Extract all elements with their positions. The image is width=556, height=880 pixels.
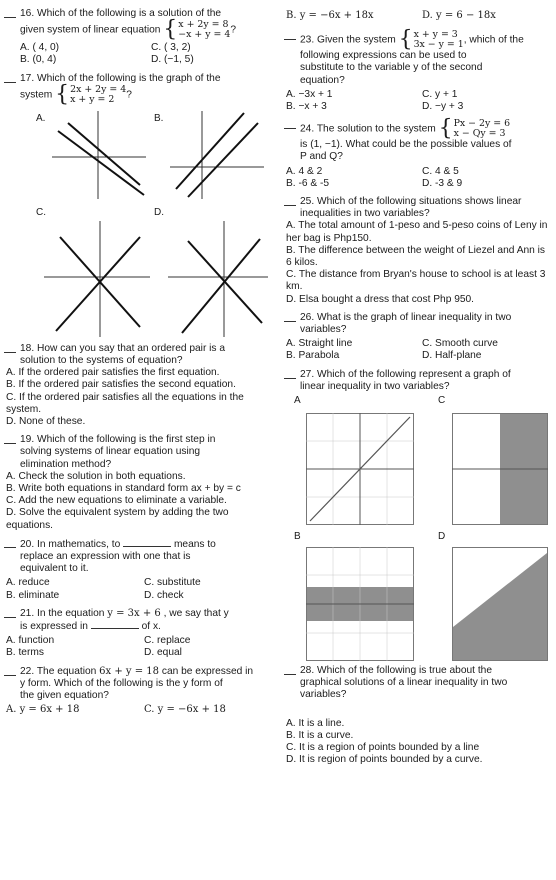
options xyxy=(6,704,276,716)
question-text: Which of the following situations shows linear xyxy=(317,196,522,208)
question-text: equivalent to it. xyxy=(20,563,89,575)
option-d[interactable]: D. y = 6 − 18x xyxy=(422,10,496,21)
answer-blank[interactable] xyxy=(4,547,16,548)
graph-b[interactable] xyxy=(306,547,414,661)
question-text: linear inequality in two variables? xyxy=(300,380,450,392)
question-text: What is the graph of linear inequality in two xyxy=(317,311,512,323)
option-a[interactable]: A. If the ordered pair satisfies the first equation. xyxy=(6,367,220,379)
option-a[interactable]: A. reduce xyxy=(6,577,50,589)
graph-label-a: A xyxy=(294,395,301,407)
option-b[interactable]: B. -6 & -5 xyxy=(286,177,330,189)
graph-b[interactable] xyxy=(166,109,266,201)
option-c[interactable]: C. y + 1 xyxy=(422,88,458,100)
question-text: , we say that y xyxy=(163,607,229,619)
option-d[interactable]: D. It is region of points bounded by a curve. xyxy=(286,754,483,766)
question-number: 16. xyxy=(20,8,35,19)
graph-label-c: C xyxy=(438,395,446,407)
option-b[interactable]: B. (0, 4) xyxy=(20,54,57,66)
question-text: Which of the following is true about the xyxy=(317,665,492,677)
option-c[interactable]: C. y = −6x + 18 xyxy=(144,704,226,716)
graph-options-17 xyxy=(6,109,276,341)
option-b[interactable]: B. Parabola xyxy=(286,350,340,362)
question-text: Which of the following represent a graph of xyxy=(317,368,511,380)
question-text: elimination method? xyxy=(20,458,112,470)
option-a[interactable]: A. The total amount of 1-peso and 5-peso coins of Leny in her bag is Php150. xyxy=(286,220,548,244)
line-1 xyxy=(58,131,144,195)
question-23 xyxy=(286,27,552,113)
question-text: is expressed in xyxy=(20,621,88,633)
option-c[interactable]: C. The distance from Bryan's house to school is at least 3 km. xyxy=(286,269,546,293)
question-text: given system of linear equation xyxy=(20,24,161,36)
answer-blank[interactable] xyxy=(284,128,296,129)
options xyxy=(6,577,276,601)
question-text: solving systems of linear equation using xyxy=(20,446,201,458)
answer-blank[interactable] xyxy=(4,617,16,618)
option-b[interactable]: B. terms xyxy=(6,647,44,659)
answer-blank[interactable] xyxy=(284,205,296,206)
question-19 xyxy=(6,434,276,532)
option-d[interactable]: D. None of these. xyxy=(6,416,86,428)
graph-options-27 xyxy=(286,393,552,665)
equation: x + y = 3 xyxy=(413,29,458,41)
option-b[interactable]: B. It is a curve. xyxy=(286,729,354,741)
question-number: 25. xyxy=(300,196,315,208)
equation: Px − 2y = 6 xyxy=(453,118,511,130)
left-column xyxy=(6,8,276,723)
options-22-continued xyxy=(286,10,552,22)
option-a[interactable]: A. Straight line xyxy=(286,338,353,350)
question-number: 27. xyxy=(300,368,315,380)
graph-c[interactable] xyxy=(452,413,548,525)
equation: x + 2y = 8 xyxy=(178,19,229,31)
option-c[interactable]: C. 4 & 5 xyxy=(422,165,459,177)
option-d[interactable]: D. equal xyxy=(144,647,182,659)
option-c[interactable]: C. Smooth curve xyxy=(422,338,498,350)
question-text: How can you say that an ordered pair is a xyxy=(37,342,226,354)
question-text: variables? xyxy=(300,324,347,336)
question-16 xyxy=(6,8,276,67)
option-b[interactable]: B. Write both equations in standard form ax + by = c xyxy=(6,483,241,495)
graph-c[interactable] xyxy=(42,219,152,339)
equation-system: { Px − 2y = 6 x − Qy = 3 xyxy=(438,116,511,142)
option-a[interactable]: A. Check the solution in both equations. xyxy=(6,470,186,482)
options xyxy=(286,718,552,767)
answer-blank[interactable] xyxy=(284,321,296,322)
question-text: solution to the systems of equation? xyxy=(20,355,183,367)
option-d[interactable]: D. −y + 3 xyxy=(422,101,464,113)
option-c[interactable]: C. If the ordered pair satisfies all the equations in the system. xyxy=(6,391,244,415)
option-a[interactable]: A. −3x + 1 xyxy=(286,88,333,100)
graph-d[interactable] xyxy=(452,547,548,661)
question-20 xyxy=(6,538,276,602)
fill-blank[interactable] xyxy=(123,538,171,547)
question-text: The solution to the system xyxy=(316,123,436,135)
option-c[interactable]: C. substitute xyxy=(144,577,201,589)
question-text: variables? xyxy=(300,689,347,701)
question-text: graphical solutions of a linear inequality in two xyxy=(300,677,508,689)
answer-blank[interactable] xyxy=(4,82,16,83)
answer-blank[interactable] xyxy=(4,443,16,444)
question-text: Which of the following is the graph of the xyxy=(37,72,221,84)
graph-d[interactable] xyxy=(166,219,270,339)
option-d[interactable]: D. Half-plane xyxy=(422,350,482,362)
question-27 xyxy=(286,369,552,393)
question-text: equation? xyxy=(300,74,345,86)
question-text: y form. Which of the following is the y form of xyxy=(20,677,223,689)
equation-system: { x + y = 3 3x − y = 1 xyxy=(398,27,464,53)
question-text: P and Q? xyxy=(300,151,343,163)
question-text: Which of the following is a solution of the xyxy=(37,8,222,19)
question-18 xyxy=(6,343,276,428)
question-number: 19. xyxy=(20,434,35,446)
option-b[interactable]: B. If the ordered pair satisfies the second equation. xyxy=(6,379,236,391)
question-mark: ? xyxy=(230,24,237,36)
option-a[interactable]: A. function xyxy=(6,635,55,647)
question-text: is (1, −1). What could be the possible values of xyxy=(300,139,512,151)
graph-label-b: B. xyxy=(154,112,164,124)
graph-label-a: A. xyxy=(36,112,46,124)
question-24 xyxy=(286,116,552,190)
option-a[interactable]: A. It is a line. xyxy=(286,717,345,729)
graph-label-b: B xyxy=(294,531,301,543)
option-b[interactable]: B. −x + 3 xyxy=(286,101,327,113)
question-text: Which of the following is the first step in xyxy=(37,434,216,446)
line-1 xyxy=(56,237,140,331)
question-number: 18. xyxy=(20,342,35,354)
answer-blank[interactable] xyxy=(4,352,16,353)
option-d[interactable]: D. -3 & 9 xyxy=(422,177,463,189)
option-a[interactable]: A. y = 6x + 18 xyxy=(6,704,80,716)
graph-label-d: D. xyxy=(154,206,164,218)
equation: 3x − y = 1 xyxy=(413,39,464,51)
option-c[interactable]: C. replace xyxy=(144,635,191,647)
option-d[interactable]: D. (−1, 5) xyxy=(151,54,194,66)
graph-label-c: C. xyxy=(36,206,46,218)
question-text: substitute to the variable y of the second xyxy=(300,62,483,74)
option-b[interactable]: B. The difference between the weight of Liezel and Ann is 6 kilos. xyxy=(286,244,546,269)
question-text: In mathematics, to xyxy=(37,538,121,550)
question-number: 23. xyxy=(300,34,315,46)
question-22 xyxy=(6,666,276,717)
line-1 xyxy=(176,113,244,189)
equation: 6x + y = 18 xyxy=(99,665,160,677)
question-26 xyxy=(286,312,552,363)
equation: −x + y = 4 xyxy=(178,29,231,41)
question-text: The equation xyxy=(36,665,97,677)
option-d[interactable]: D. check xyxy=(144,589,184,601)
option-c[interactable]: C. Add the new equations to eliminate a variable. xyxy=(6,495,227,507)
option-c[interactable]: C. It is a region of points bounded by a line xyxy=(286,742,480,754)
question-number: 28. xyxy=(300,665,315,677)
question-21 xyxy=(6,608,276,660)
question-25 xyxy=(286,196,552,306)
question-number: 17. xyxy=(20,72,35,84)
option-a[interactable]: A. 4 & 2 xyxy=(286,165,323,177)
question-number: 21. xyxy=(20,607,35,619)
options xyxy=(286,89,552,113)
line-2 xyxy=(188,123,258,197)
question-28 xyxy=(286,665,552,766)
right-column xyxy=(286,8,552,773)
graph-label-d: D xyxy=(438,531,446,543)
equation: x + y = 2 xyxy=(70,93,115,105)
equation-system: { 2x + 2y = 4 x + y = 2 xyxy=(55,81,127,107)
question-text: replace an expression with one that is xyxy=(20,551,191,563)
answer-blank[interactable] xyxy=(284,39,296,40)
question-number: 20. xyxy=(20,538,35,550)
question-number: 24. xyxy=(300,123,315,135)
question-text: , which of the xyxy=(463,34,524,46)
answer-blank[interactable] xyxy=(284,674,296,675)
question-text: means to xyxy=(173,538,216,550)
question-17 xyxy=(6,73,276,105)
options xyxy=(286,166,552,190)
option-b[interactable]: B. y = −6x + 18x xyxy=(286,10,374,21)
answer-blank[interactable] xyxy=(4,675,16,676)
question-mark: ? xyxy=(126,89,132,101)
question-text: following expressions can be used to xyxy=(300,50,467,62)
question-text: inequalities in two variables? xyxy=(300,208,430,220)
options xyxy=(286,338,552,362)
graph-a[interactable] xyxy=(48,109,148,201)
option-d[interactable]: D. Solve the equivalent system by adding the two equations. xyxy=(6,507,229,531)
options xyxy=(6,635,276,659)
equation-system: { x + 2y = 8 −x + y = 4 xyxy=(163,17,231,43)
line-2 xyxy=(68,123,140,185)
question-text: Given the system xyxy=(317,34,396,46)
option-a[interactable]: A. ( 4, 0) xyxy=(20,42,60,54)
equation: 2x + 2y = 4 xyxy=(70,83,127,95)
answer-blank[interactable] xyxy=(284,378,296,379)
line-1 xyxy=(182,239,260,333)
line-2 xyxy=(188,241,262,323)
option-b[interactable]: B. eliminate xyxy=(6,589,60,601)
equation: y = 3x + 6 xyxy=(107,607,161,619)
question-text: the given equation? xyxy=(20,690,109,702)
option-d[interactable]: D. Elsa bought a dress that cost Php 950. xyxy=(286,293,475,305)
question-number: 26. xyxy=(300,311,315,323)
option-c[interactable]: C. ( 3, 2) xyxy=(151,42,191,54)
options xyxy=(20,42,276,66)
question-number: 22. xyxy=(20,665,35,677)
question-text: system xyxy=(20,89,53,101)
answer-blank[interactable] xyxy=(4,17,16,18)
question-text: of x. xyxy=(141,621,161,633)
question-text: can be expressed in xyxy=(161,665,254,677)
equation: x − Qy = 3 xyxy=(453,128,506,140)
fill-blank[interactable] xyxy=(91,620,139,629)
graph-a[interactable] xyxy=(306,413,414,525)
question-text: In the equation xyxy=(37,607,105,619)
